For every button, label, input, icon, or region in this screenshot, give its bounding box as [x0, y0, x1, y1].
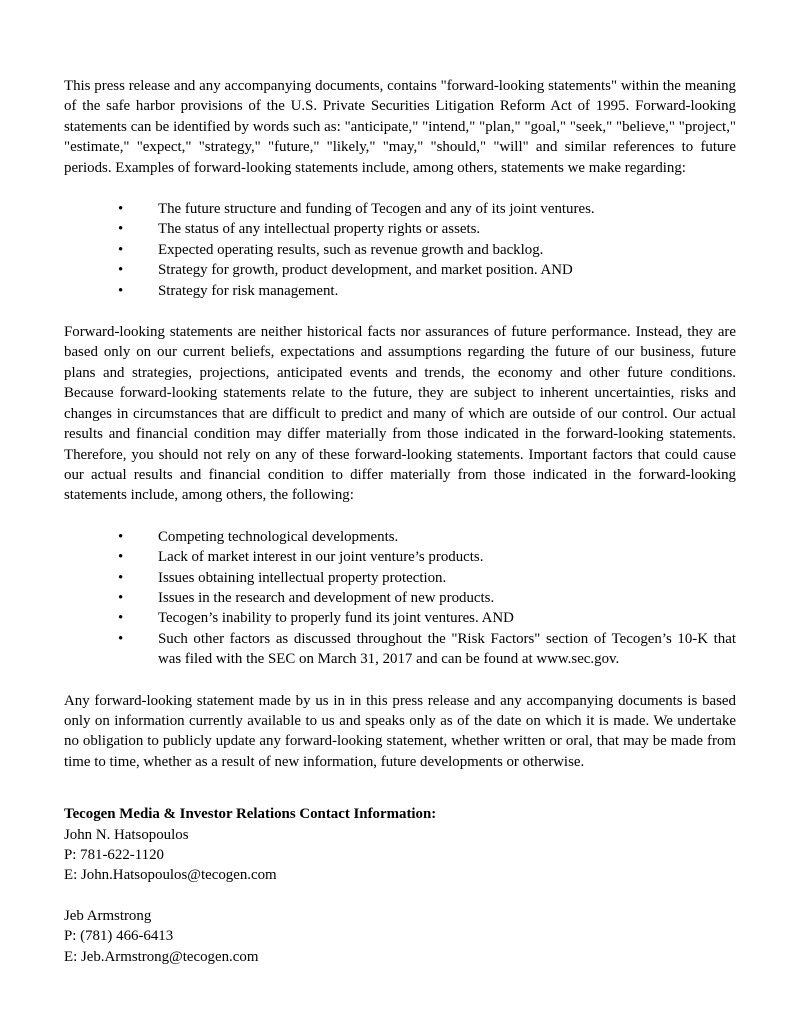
- contact-name: Jeb Armstrong: [64, 907, 152, 924]
- paragraph-forward-looking-body: Forward-looking statements are neither historical facts nor assurances of future performance. Instead, they are based only on our current beliefs, expectations and assumptions regarding the future of our business, future plans and strategies, projections, anticipated events and trends, the economy and other future conditions. Because forward-looking statements relate to the future, they are subject to inherent uncertainties, risks and changes in circumstances that are difficult to predict and many of which are outside of our control. Our actual results and financial condition may differ materially from those indicated in the forward-looking statements. Therefore, you should not rely on any of these forward-looking statements. Important factors that could cause our actual results and financial condition to differ materially from those indicated in the forward-looking statements include, among others, the following:: [64, 324, 736, 504]
- contact-email: E: Jeb.Armstrong@tecogen.com: [64, 948, 259, 965]
- list-item: • Lack of market interest in our joint venture’s products.: [64, 547, 736, 567]
- contact-entry: [64, 825, 736, 886]
- list-item: • Competing technological developments.: [64, 527, 736, 547]
- list-item: • Issues in the research and development of new products.: [64, 588, 736, 608]
- bullet-list-risk-factors: [64, 527, 736, 670]
- contact-phone: P: (781) 466-6413: [64, 928, 174, 945]
- contact-phone: P: 781-622-1120: [64, 847, 164, 863]
- contact-entry: [64, 906, 736, 967]
- list-item: • Strategy for risk management.: [64, 281, 736, 301]
- list-item: • Expected operating results, such as revenue growth and backlog.: [64, 240, 736, 260]
- bullet-list-statements-regarding: [64, 199, 736, 301]
- contact-section-heading: Tecogen Media & Investor Relations Contact Information:: [64, 806, 437, 823]
- contact-name: John N. Hatsopoulos: [64, 826, 189, 843]
- contact-section: [64, 804, 736, 967]
- list-item: • The future structure and funding of Tecogen and any of its joint ventures.: [64, 199, 736, 219]
- list-item: • Such other factors as discussed throughout the "Risk Factors" section of Tecogen’s 10-K that was filed with the SEC on March 31, 2017 and can be found at www.sec.gov.: [64, 629, 736, 670]
- list-item: • Issues obtaining intellectual property protection.: [64, 568, 736, 588]
- paragraph-forward-looking-closing: Any forward-looking statement made by us in in this press release and any accompanying documents is based only on information currently available to us and speaks only as of the date on which it is made. We undertake no obligation to publicly update any forward-looking statement, whether written or oral, that may be made from time to time, whether as a result of new information, future developments or otherwise.: [64, 692, 736, 770]
- list-item: • The status of any intellectual property rights or assets.: [64, 219, 736, 239]
- paragraph-forward-looking-intro: This press release and any accompanying documents, contains "forward-looking statements" within the meaning of the safe harbor provisions of the U.S. Private Securities Litigation Reform Act of 1995. Forward-looking statements can be identified by words such as: "anticipate," "intend," "plan," "goal," "seek," "believe," "project," "estimate," "expect," "strategy," "future," "likely," "may," "should," "will" and similar references to future periods. Examples of forward-looking statements include, among others, statements we make regarding:: [64, 78, 736, 176]
- list-item: • Strategy for growth, product development, and market position. AND: [64, 260, 736, 280]
- list-item: • Tecogen’s inability to properly fund its joint ventures. AND: [64, 608, 736, 628]
- contact-email: E: John.Hatsopoulos@tecogen.com: [64, 867, 277, 884]
